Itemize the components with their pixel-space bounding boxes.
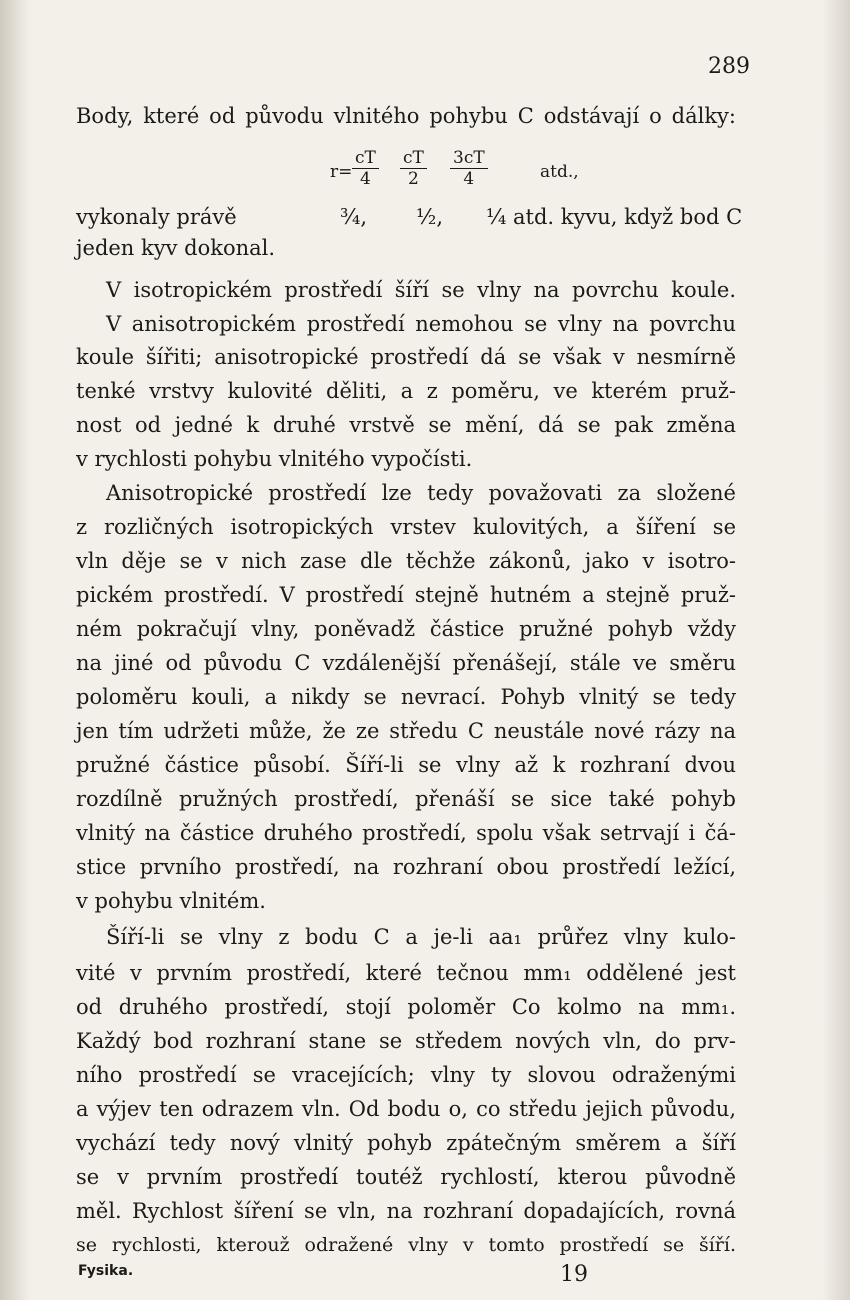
fraction-denominator: 4 (360, 169, 371, 189)
text-line: na jiné od původu C vzdálenější přenášejí, stále ve směru (76, 651, 736, 675)
sheet-number: 19 (560, 1262, 588, 1287)
page-number: 289 (708, 54, 750, 79)
vykonaly-value: ¾, (340, 205, 368, 229)
vykonaly-label: vykonaly právě (76, 205, 237, 229)
formula-r-label: r= (330, 162, 353, 182)
formula-fraction (352, 148, 379, 189)
text-line: od druhého prostředí, stojí poloměr Co kolmo na mm₁. (76, 995, 736, 1019)
text-line: V isotropickém prostředí šíří se vlny na povrchu koule. (106, 278, 736, 302)
text-line: jeden kyv dokonal. (76, 236, 276, 260)
text-line: z rozličných isotropických vrstev kulovitých, a šíření se (76, 515, 736, 539)
text-line: Šíří-li se vlny z bodu C a je-li aa₁ průřez vlny kulo- (106, 925, 736, 949)
text-line: vlnitý na částice druhého prostředí, spolu však setrvají i čá- (76, 821, 736, 845)
signature-mark: Fysika. (78, 1263, 134, 1279)
text-line: tenké vrstvy kulovité děliti, a z poměru, ve kterém pruž- (76, 379, 736, 403)
text-line: v pohybu vlnitém. (76, 889, 266, 913)
formula-fraction (450, 148, 488, 189)
text-line: se v prvním prostředí toutéž rychlostí, kterou původně (76, 1165, 736, 1189)
fraction-denominator: 4 (463, 169, 475, 189)
text-line: nost od jedné k druhé vrstvě se mění, dá se pak změna (76, 413, 736, 437)
formula-suffix: atd., (540, 162, 579, 182)
text-line: koule šířiti; anisotropické prostředí dá se však v nesmírně (76, 345, 736, 369)
text-line: vychází tedy nový vlnitý pohyb zpátečným směrem a šíří (76, 1131, 736, 1155)
text-line: měl. Rychlost šíření se vln, na rozhraní dopadajících, rovná (76, 1199, 736, 1223)
text-line: vln děje se v nich zase dle těchže zákonů, jako v isotro- (76, 549, 736, 573)
text-line: Anisotropické prostředí lze tedy považovati za složené (106, 481, 736, 505)
text-line: ního prostředí se vracejících; vlny ty slovou odraženými (76, 1063, 736, 1087)
text-line: vité v prvním prostředí, které tečnou mm₁ oddělené jest (76, 961, 736, 985)
binding-shadow (0, 0, 30, 1300)
fraction-numerator: cT (400, 148, 427, 169)
text-line: ném pokračují vlny, poněvadž částice pružné pohyb vždy (76, 617, 736, 641)
fraction-denominator: 2 (408, 169, 419, 189)
fraction-numerator: 3cT (450, 148, 488, 169)
text-line: a výjev ten odrazem vln. Od bodu o, co středu jejich původu, (76, 1097, 736, 1121)
page-edge-shadow (822, 0, 850, 1300)
fraction-numerator: cT (352, 148, 379, 169)
formula-distances (330, 148, 630, 198)
vykonaly-value: ½, (416, 205, 444, 229)
vykonaly-row (76, 205, 743, 231)
text-line: pickém prostředí. V prostředí stejně hutném a stejně pruž- (76, 583, 736, 607)
text-line: v rychlosti pohybu vlnitého vypočísti. (76, 447, 473, 471)
vykonaly-value: ¼ atd. kyvu, když bod C (486, 205, 743, 229)
text-line: Každý bod rozhraní stane se středem nových vln, do prv- (76, 1029, 736, 1053)
text-line: se rychlosti, kterouž odražené vlny v tomto prostředí se šíří. (76, 1234, 736, 1256)
text-line: stice prvního prostředí, na rozhraní obou prostředí ležící, (76, 855, 736, 879)
text-line: V anisotropickém prostředí nemohou se vlny na povrchu (106, 312, 736, 336)
text-line: poloměru kouli, a nikdy se nevrací. Pohyb vlnitý se tedy (76, 685, 736, 709)
text-line: rozdílně pružných prostředí, přenáší se sice také pohyb (76, 787, 736, 811)
text-line: pružné částice působí. Šíří-li se vlny až k rozhraní dvou (76, 753, 736, 777)
intro-line: Body, které od původu vlnitého pohybu C odstávají o dálky: (76, 104, 736, 128)
formula-fraction (400, 148, 427, 189)
text-line: jen tím udržeti může, že ze středu C neustále nové rázy na (76, 719, 736, 743)
